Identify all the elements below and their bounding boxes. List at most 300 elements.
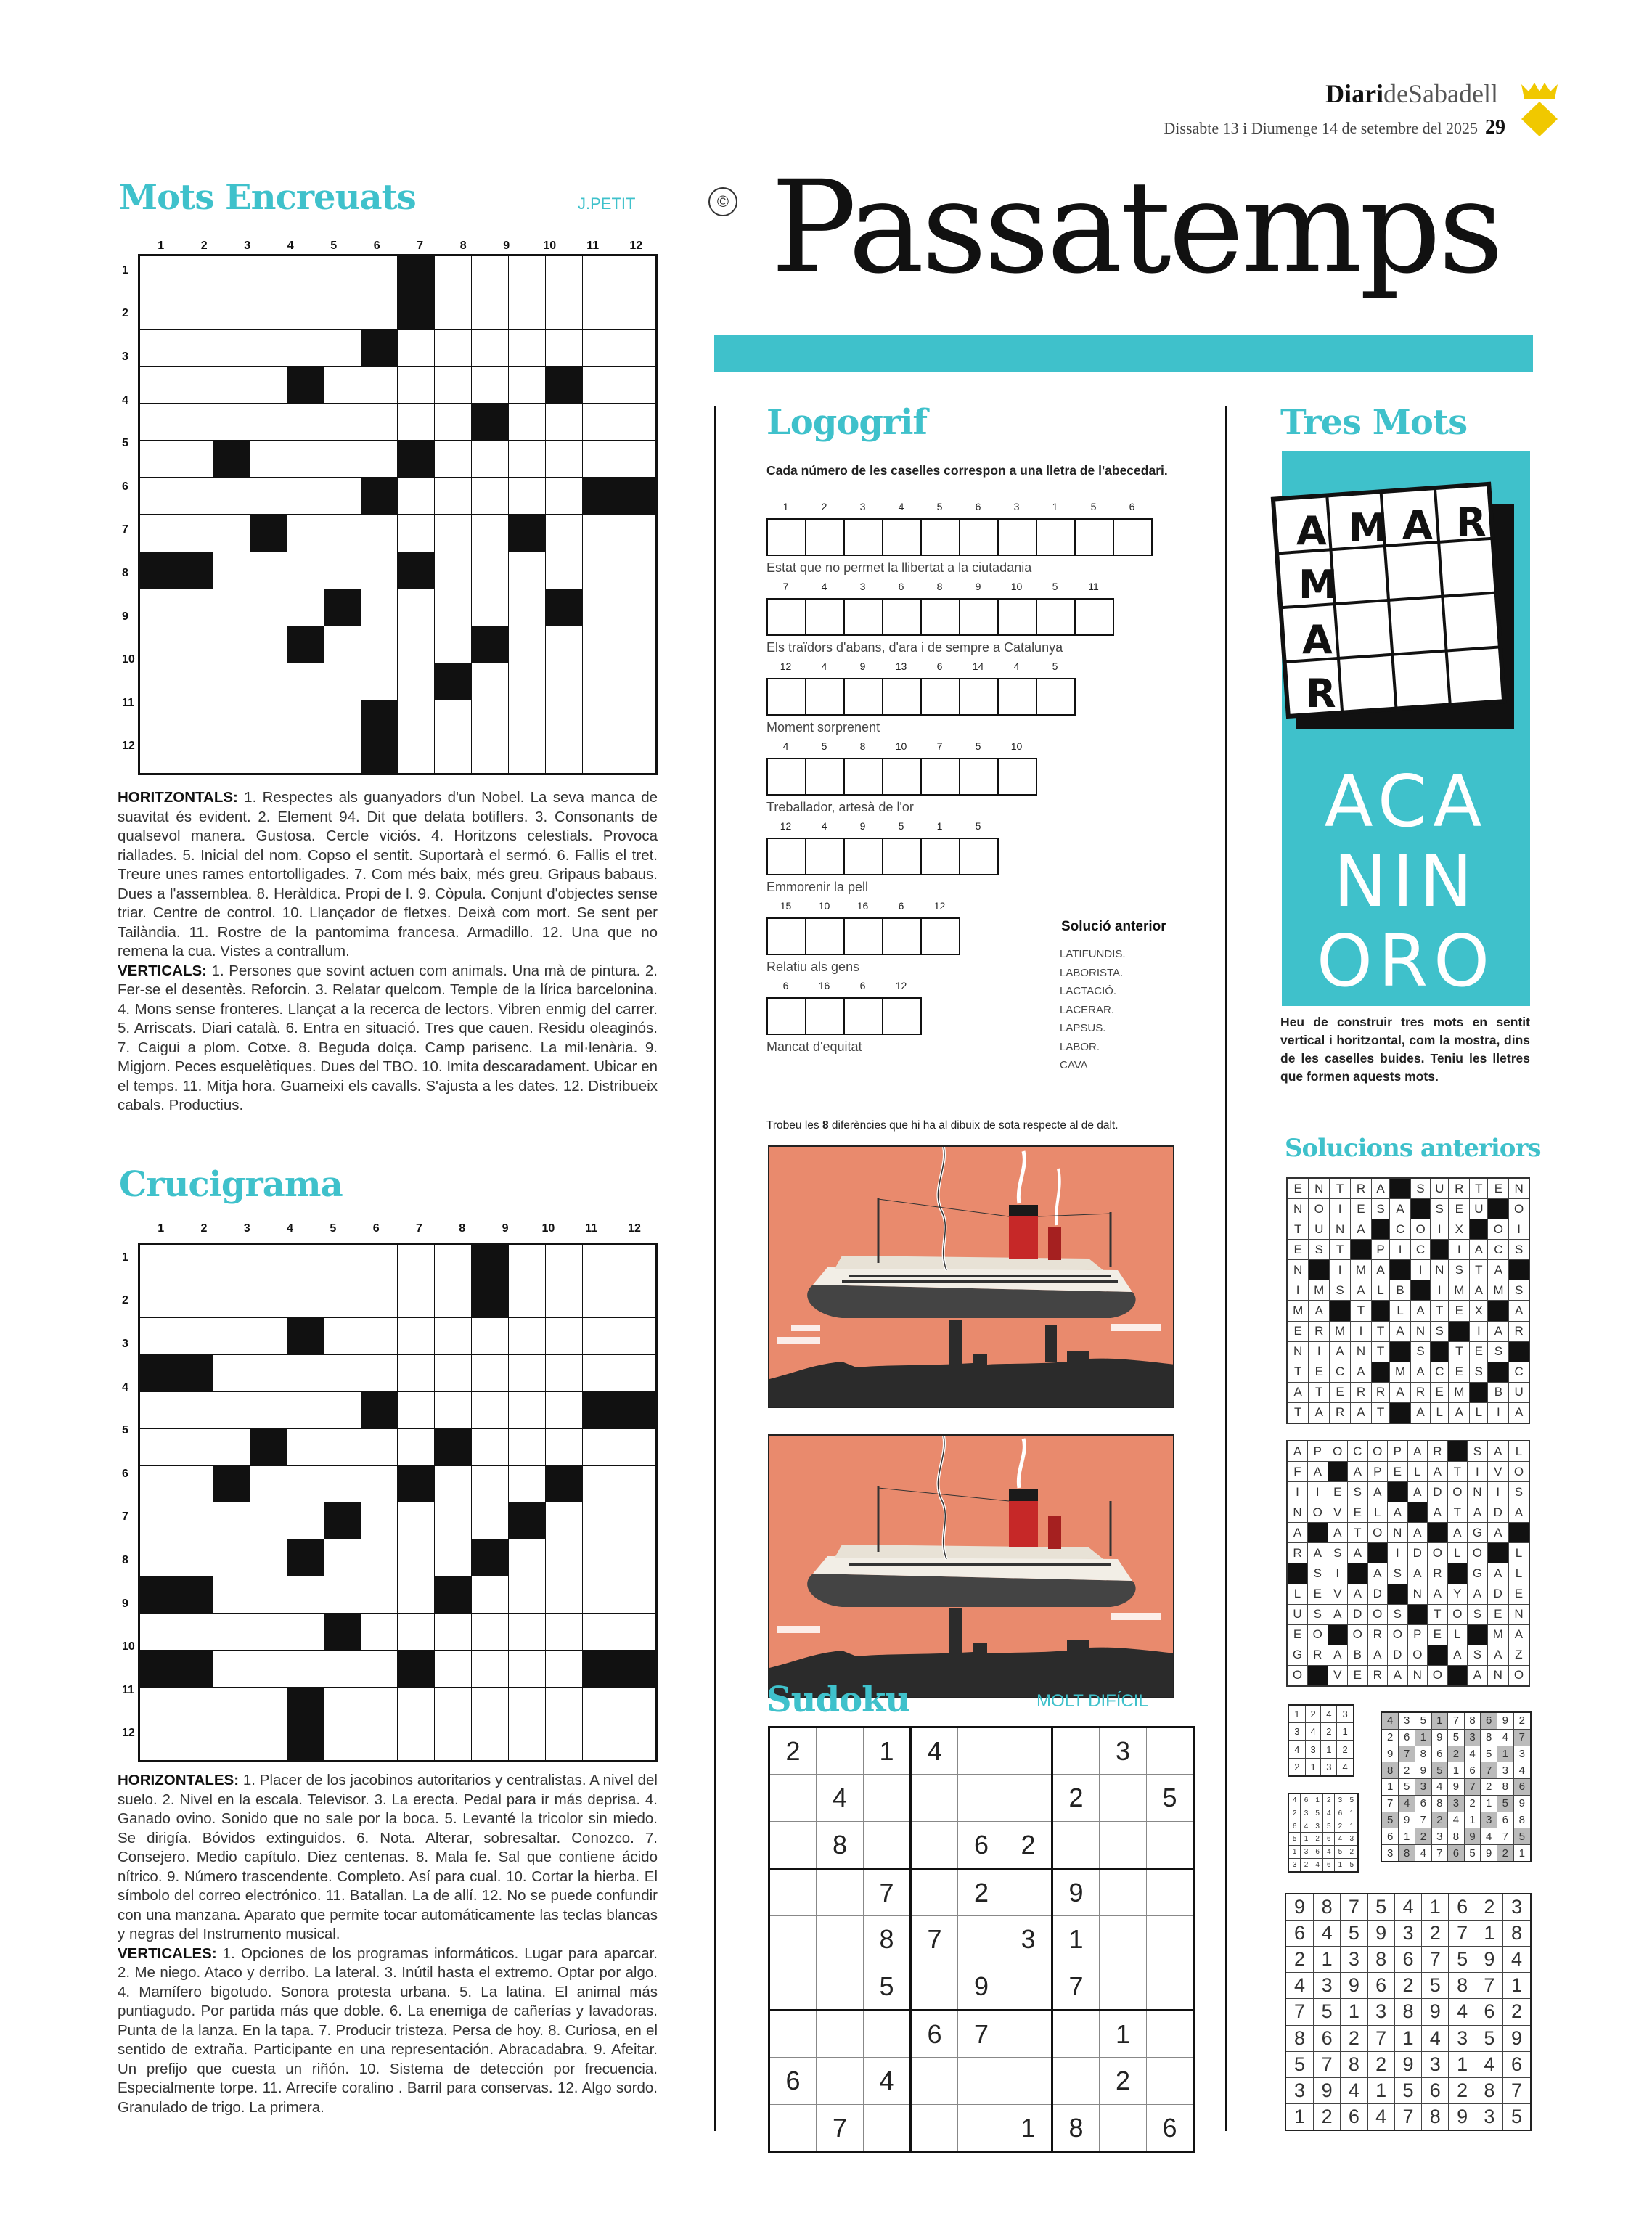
letter-box[interactable] (1074, 598, 1114, 636)
logogrif-box-row[interactable] (766, 838, 997, 875)
grid-cell[interactable] (398, 1354, 435, 1391)
grid-cell[interactable] (509, 330, 546, 367)
grid-cell[interactable] (250, 1688, 287, 1762)
grid-cell[interactable] (583, 1428, 657, 1465)
grid-cell[interactable] (509, 626, 546, 663)
grid-cell[interactable] (361, 404, 398, 441)
grid-cell[interactable] (361, 1539, 398, 1576)
letter-box[interactable] (882, 518, 922, 556)
letter-box[interactable] (843, 678, 883, 716)
grid-cell[interactable] (139, 1428, 213, 1465)
grid-cell[interactable] (324, 515, 361, 552)
sudoku-cell[interactable]: 1 (1052, 1916, 1100, 1963)
grid-cell[interactable] (361, 552, 398, 589)
sudoku-cell[interactable] (1100, 1822, 1147, 1869)
grid-cell[interactable] (361, 626, 398, 663)
grid-cell[interactable] (472, 1391, 509, 1428)
grid-cell[interactable] (472, 663, 509, 700)
grid-cell[interactable] (472, 367, 509, 404)
sudoku-cell[interactable] (958, 2105, 1005, 2152)
sudoku-cell[interactable] (769, 2011, 817, 2058)
letter-box[interactable] (959, 598, 999, 636)
sudoku-cell[interactable] (769, 1916, 817, 1963)
logogrif-box-row[interactable] (766, 997, 920, 1035)
grid-cell[interactable] (361, 367, 398, 404)
letter-box[interactable] (843, 997, 883, 1035)
sudoku-cell[interactable] (911, 1822, 958, 1869)
grid-cell[interactable] (398, 404, 435, 441)
grid-cell[interactable] (139, 1688, 213, 1762)
grid-cell[interactable] (213, 1539, 250, 1576)
sudoku-cell[interactable]: 6 (911, 2011, 958, 2058)
grid-cell[interactable] (546, 255, 583, 330)
letter-box[interactable] (882, 917, 922, 955)
grid-cell[interactable] (583, 626, 657, 663)
grid-cell[interactable] (213, 330, 250, 367)
grid-cell[interactable] (546, 626, 583, 663)
sudoku-cell[interactable] (958, 1916, 1005, 1963)
sudoku-cell[interactable]: 2 (769, 1727, 817, 1775)
sudoku-cell[interactable]: 4 (911, 1727, 958, 1775)
letter-box[interactable] (843, 838, 883, 875)
grid-cell[interactable] (435, 589, 472, 626)
grid-cell[interactable] (509, 1244, 546, 1318)
sudoku-cell[interactable]: 8 (817, 1822, 864, 1869)
grid-cell[interactable] (287, 589, 324, 626)
grid-cell[interactable] (361, 1576, 398, 1614)
grid-cell[interactable] (509, 1391, 546, 1428)
grid-cell[interactable] (472, 255, 509, 330)
grid-cell[interactable] (361, 1317, 398, 1354)
grid-cell[interactable] (324, 1428, 361, 1465)
grid-cell[interactable] (472, 589, 509, 626)
grid-cell[interactable] (583, 589, 657, 626)
grid-cell[interactable] (213, 255, 250, 330)
grid-cell[interactable] (361, 1465, 398, 1502)
grid-cell[interactable] (435, 1465, 472, 1502)
grid-cell[interactable] (287, 1651, 324, 1688)
grid-cell[interactable] (287, 255, 324, 330)
sudoku-cell[interactable] (1052, 1727, 1100, 1775)
sudoku-cell[interactable] (864, 2105, 911, 2152)
grid-cell[interactable] (213, 478, 250, 515)
sudoku-cell[interactable] (817, 1963, 864, 2011)
sudoku-cell[interactable] (1052, 2058, 1100, 2105)
grid-cell[interactable] (509, 367, 546, 404)
sudoku-cell[interactable] (1100, 1963, 1147, 2011)
grid-cell[interactable] (213, 1614, 250, 1651)
letter-box[interactable] (997, 678, 1037, 716)
letter-box[interactable] (882, 598, 922, 636)
sudoku-cell[interactable] (958, 1775, 1005, 1822)
sudoku-cell[interactable] (864, 2011, 911, 2058)
sudoku-cell[interactable] (769, 1869, 817, 1916)
grid-cell[interactable] (213, 1428, 250, 1465)
grid-cell[interactable] (435, 1688, 472, 1762)
sudoku-cell[interactable] (1005, 1727, 1052, 1775)
letter-box[interactable] (805, 598, 845, 636)
grid-cell[interactable] (583, 1539, 657, 1576)
grid-cell[interactable] (546, 1502, 583, 1539)
letter-box[interactable] (882, 997, 922, 1035)
sudoku-cell[interactable] (769, 1775, 817, 1822)
grid-cell[interactable] (546, 330, 583, 367)
grid-cell[interactable] (435, 515, 472, 552)
letter-box[interactable] (805, 838, 845, 875)
grid-cell[interactable] (139, 1391, 213, 1428)
grid-cell[interactable] (546, 441, 583, 478)
grid-cell[interactable] (250, 1502, 287, 1539)
letter-box[interactable] (766, 758, 806, 796)
grid-cell[interactable] (287, 1244, 324, 1318)
grid-cell[interactable] (398, 478, 435, 515)
grid-cell[interactable] (546, 1576, 583, 1614)
grid-cell[interactable] (287, 552, 324, 589)
grid-cell[interactable] (139, 515, 213, 552)
grid-cell[interactable] (324, 1539, 361, 1576)
grid-cell[interactable] (324, 404, 361, 441)
grid-cell[interactable] (287, 1465, 324, 1502)
grid-cell[interactable] (509, 1651, 546, 1688)
letter-box[interactable] (920, 598, 960, 636)
letter-box[interactable] (1113, 518, 1153, 556)
letter-box[interactable] (843, 917, 883, 955)
letter-box[interactable] (1074, 518, 1114, 556)
grid-cell[interactable] (139, 441, 213, 478)
letter-box[interactable] (1036, 598, 1076, 636)
grid-cell[interactable] (509, 1688, 546, 1762)
grid-cell[interactable] (472, 1354, 509, 1391)
sudoku-cell[interactable]: 9 (1052, 1869, 1100, 1916)
letter-box[interactable] (997, 758, 1037, 796)
grid-cell[interactable] (398, 1539, 435, 1576)
letter-box[interactable] (959, 838, 999, 875)
grid-cell[interactable] (250, 367, 287, 404)
grid-cell[interactable] (546, 663, 583, 700)
sudoku-cell[interactable] (1052, 2011, 1100, 2058)
grid-cell[interactable] (435, 1539, 472, 1576)
grid-cell[interactable] (546, 1428, 583, 1465)
grid-cell[interactable] (472, 700, 509, 774)
grid-cell[interactable] (546, 1539, 583, 1576)
sudoku-cell[interactable] (1005, 2011, 1052, 2058)
grid-cell[interactable] (583, 255, 657, 330)
grid-cell[interactable] (250, 404, 287, 441)
grid-cell[interactable] (250, 1539, 287, 1576)
grid-cell[interactable] (287, 441, 324, 478)
sudoku-cell[interactable] (1100, 1775, 1147, 1822)
grid-cell[interactable] (472, 1576, 509, 1614)
grid-cell[interactable] (250, 441, 287, 478)
letter-box[interactable] (766, 997, 806, 1035)
grid-cell[interactable] (583, 367, 657, 404)
grid-cell[interactable] (583, 1244, 657, 1318)
logogrif-box-row[interactable] (766, 518, 1151, 556)
sudoku-cell[interactable] (911, 1869, 958, 1916)
grid-cell[interactable] (435, 478, 472, 515)
grid-cell[interactable] (250, 663, 287, 700)
grid-cell[interactable] (546, 1354, 583, 1391)
letter-box[interactable] (805, 917, 845, 955)
grid-cell[interactable] (324, 441, 361, 478)
sudoku-cell[interactable]: 3 (1005, 1916, 1052, 1963)
grid-cell[interactable] (472, 330, 509, 367)
grid-cell[interactable] (509, 1354, 546, 1391)
letter-box[interactable] (920, 917, 960, 955)
grid-cell[interactable] (361, 1354, 398, 1391)
grid-cell[interactable] (546, 1391, 583, 1428)
grid-cell[interactable] (546, 1244, 583, 1318)
grid-cell[interactable] (287, 515, 324, 552)
sudoku-cell[interactable] (817, 2058, 864, 2105)
letter-box[interactable] (920, 518, 960, 556)
grid-cell[interactable] (250, 255, 287, 330)
grid-cell[interactable] (546, 1614, 583, 1651)
grid-cell[interactable] (472, 1614, 509, 1651)
grid-cell[interactable] (398, 1688, 435, 1762)
letter-box[interactable] (959, 518, 999, 556)
sudoku-cell[interactable] (817, 2011, 864, 2058)
grid-cell[interactable] (435, 404, 472, 441)
grid-cell[interactable] (435, 1614, 472, 1651)
grid-cell[interactable] (250, 1244, 287, 1318)
grid-cell[interactable] (435, 441, 472, 478)
grid-cell[interactable] (435, 1651, 472, 1688)
grid-cell[interactable] (287, 330, 324, 367)
grid-cell[interactable] (324, 255, 361, 330)
grid-cell[interactable] (509, 663, 546, 700)
grid-cell[interactable] (139, 367, 213, 404)
grid-cell[interactable] (546, 700, 583, 774)
grid-cell[interactable] (287, 1428, 324, 1465)
grid-cell[interactable] (435, 1244, 472, 1318)
grid-cell[interactable] (139, 1614, 213, 1651)
letter-box[interactable] (766, 838, 806, 875)
grid-cell[interactable] (324, 663, 361, 700)
grid-cell[interactable] (324, 1688, 361, 1762)
grid-cell[interactable] (398, 367, 435, 404)
grid-cell[interactable] (398, 330, 435, 367)
grid-cell[interactable] (435, 1317, 472, 1354)
grid-cell[interactable] (213, 1244, 250, 1318)
letter-box[interactable] (882, 678, 922, 716)
grid-cell[interactable] (324, 700, 361, 774)
sudoku-cell[interactable]: 2 (1005, 1822, 1052, 1869)
grid-cell[interactable] (583, 552, 657, 589)
grid-cell[interactable] (509, 1465, 546, 1502)
grid-cell[interactable] (546, 552, 583, 589)
grid-cell[interactable] (435, 700, 472, 774)
grid-cell[interactable] (324, 367, 361, 404)
letter-box[interactable] (959, 758, 999, 796)
grid-cell[interactable] (213, 1502, 250, 1539)
grid-cell[interactable] (139, 1539, 213, 1576)
grid-cell[interactable] (398, 589, 435, 626)
grid-cell[interactable] (546, 515, 583, 552)
sudoku-cell[interactable]: 4 (864, 2058, 911, 2105)
grid-cell[interactable] (472, 1502, 509, 1539)
sudoku-cell[interactable] (1147, 1869, 1194, 1916)
grid-cell[interactable] (250, 478, 287, 515)
sudoku-cell[interactable]: 5 (864, 1963, 911, 2011)
letter-box[interactable] (1036, 678, 1076, 716)
grid-cell[interactable] (287, 1502, 324, 1539)
grid-cell[interactable] (250, 1354, 287, 1391)
sudoku-cell[interactable]: 6 (1147, 2105, 1194, 2152)
sudoku-cell[interactable] (1005, 1775, 1052, 1822)
grid-cell[interactable] (287, 404, 324, 441)
grid-cell[interactable] (250, 330, 287, 367)
sudoku-cell[interactable] (817, 1869, 864, 1916)
sudoku-cell[interactable] (769, 1822, 817, 1869)
grid-cell[interactable] (287, 1614, 324, 1651)
grid-cell[interactable] (250, 1317, 287, 1354)
sudoku-cell[interactable] (911, 1775, 958, 1822)
letter-box[interactable] (843, 758, 883, 796)
grid-cell[interactable] (324, 552, 361, 589)
sudoku-cell[interactable] (1100, 1869, 1147, 1916)
grid-cell[interactable] (435, 255, 472, 330)
letter-box[interactable] (843, 598, 883, 636)
sudoku-grid[interactable] (768, 1726, 1195, 2153)
letter-box[interactable] (997, 518, 1037, 556)
grid-cell[interactable] (472, 515, 509, 552)
sudoku-cell[interactable]: 6 (769, 2058, 817, 2105)
sudoku-cell[interactable] (864, 1822, 911, 1869)
grid-cell[interactable] (509, 1317, 546, 1354)
grid-cell[interactable] (509, 589, 546, 626)
grid-cell[interactable] (398, 663, 435, 700)
grid-cell[interactable] (435, 1354, 472, 1391)
grid-cell[interactable] (583, 1502, 657, 1539)
grid-cell[interactable] (509, 1576, 546, 1614)
letter-box[interactable] (766, 598, 806, 636)
grid-cell[interactable] (324, 1354, 361, 1391)
letter-box[interactable] (959, 678, 999, 716)
sudoku-cell[interactable] (1147, 1727, 1194, 1775)
grid-cell[interactable] (398, 1502, 435, 1539)
grid-cell[interactable] (139, 700, 213, 774)
grid-cell[interactable] (509, 700, 546, 774)
logogrif-box-row[interactable] (766, 598, 1113, 636)
grid-cell[interactable] (250, 1576, 287, 1614)
grid-cell[interactable] (287, 478, 324, 515)
sudoku-cell[interactable]: 1 (1005, 2105, 1052, 2152)
grid-cell[interactable] (472, 1688, 509, 1762)
sudoku-cell[interactable] (1005, 1963, 1052, 2011)
grid-cell[interactable] (213, 1688, 250, 1762)
letter-box[interactable] (882, 758, 922, 796)
grid-cell[interactable] (139, 1502, 213, 1539)
letter-box[interactable] (766, 518, 806, 556)
grid-cell[interactable] (509, 478, 546, 515)
grid-cell[interactable] (213, 1317, 250, 1354)
grid-cell[interactable] (139, 330, 213, 367)
grid-cell[interactable] (139, 663, 213, 700)
grid-cell[interactable] (398, 1576, 435, 1614)
grid-cell[interactable] (509, 255, 546, 330)
grid-cell[interactable] (250, 1614, 287, 1651)
grid-cell[interactable] (287, 1391, 324, 1428)
grid-cell[interactable] (398, 515, 435, 552)
sudoku-cell[interactable] (817, 1916, 864, 1963)
sudoku-cell[interactable] (911, 2105, 958, 2152)
sudoku-cell[interactable]: 7 (864, 1869, 911, 1916)
grid-cell[interactable] (324, 1576, 361, 1614)
grid-cell[interactable] (324, 330, 361, 367)
grid-cell[interactable] (472, 478, 509, 515)
grid-cell[interactable] (361, 515, 398, 552)
grid-cell[interactable] (583, 1614, 657, 1651)
grid-cell[interactable] (398, 1244, 435, 1318)
logogrif-box-row[interactable] (766, 678, 1074, 716)
grid-cell[interactable] (435, 552, 472, 589)
grid-cell[interactable] (213, 700, 250, 774)
letter-box[interactable] (920, 758, 960, 796)
grid-cell[interactable] (583, 700, 657, 774)
cruci-grid[interactable] (138, 1243, 658, 1762)
sudoku-cell[interactable]: 4 (817, 1775, 864, 1822)
sudoku-cell[interactable]: 5 (1147, 1775, 1194, 1822)
grid-cell[interactable] (398, 1317, 435, 1354)
grid-cell[interactable] (435, 367, 472, 404)
grid-cell[interactable] (583, 330, 657, 367)
sudoku-cell[interactable]: 7 (817, 2105, 864, 2152)
grid-cell[interactable] (546, 1651, 583, 1688)
sudoku-cell[interactable] (911, 1963, 958, 2011)
grid-cell[interactable] (250, 626, 287, 663)
sudoku-cell[interactable] (958, 2058, 1005, 2105)
grid-cell[interactable] (546, 1317, 583, 1354)
grid-cell[interactable] (139, 478, 213, 515)
sudoku-cell[interactable] (1147, 2058, 1194, 2105)
grid-cell[interactable] (509, 552, 546, 589)
grid-cell[interactable] (213, 1354, 250, 1391)
logogrif-box-row[interactable] (766, 917, 959, 955)
grid-cell[interactable] (361, 255, 398, 330)
grid-cell[interactable] (213, 663, 250, 700)
sudoku-cell[interactable]: 2 (958, 1869, 1005, 1916)
grid-cell[interactable] (398, 626, 435, 663)
letter-box[interactable] (805, 997, 845, 1035)
grid-cell[interactable] (361, 589, 398, 626)
sudoku-cell[interactable]: 7 (911, 1916, 958, 1963)
grid-cell[interactable] (324, 478, 361, 515)
grid-cell[interactable] (583, 663, 657, 700)
grid-cell[interactable] (472, 1465, 509, 1502)
grid-cell[interactable] (324, 1244, 361, 1318)
letter-box[interactable] (805, 678, 845, 716)
grid-cell[interactable] (583, 1576, 657, 1614)
grid-cell[interactable] (509, 1428, 546, 1465)
grid-cell[interactable] (472, 1428, 509, 1465)
grid-cell[interactable] (139, 1317, 213, 1354)
grid-cell[interactable] (398, 1391, 435, 1428)
grid-cell[interactable] (435, 626, 472, 663)
grid-cell[interactable] (361, 441, 398, 478)
sudoku-cell[interactable]: 2 (1100, 2058, 1147, 2105)
grid-cell[interactable] (139, 1465, 213, 1502)
sudoku-cell[interactable]: 8 (1052, 2105, 1100, 2152)
grid-cell[interactable] (250, 1651, 287, 1688)
grid-cell[interactable] (287, 1576, 324, 1614)
grid-cell[interactable] (361, 1651, 398, 1688)
grid-cell[interactable] (398, 1614, 435, 1651)
grid-cell[interactable] (435, 330, 472, 367)
grid-cell[interactable] (509, 1614, 546, 1651)
grid-cell[interactable] (250, 1391, 287, 1428)
letter-box[interactable] (997, 598, 1037, 636)
